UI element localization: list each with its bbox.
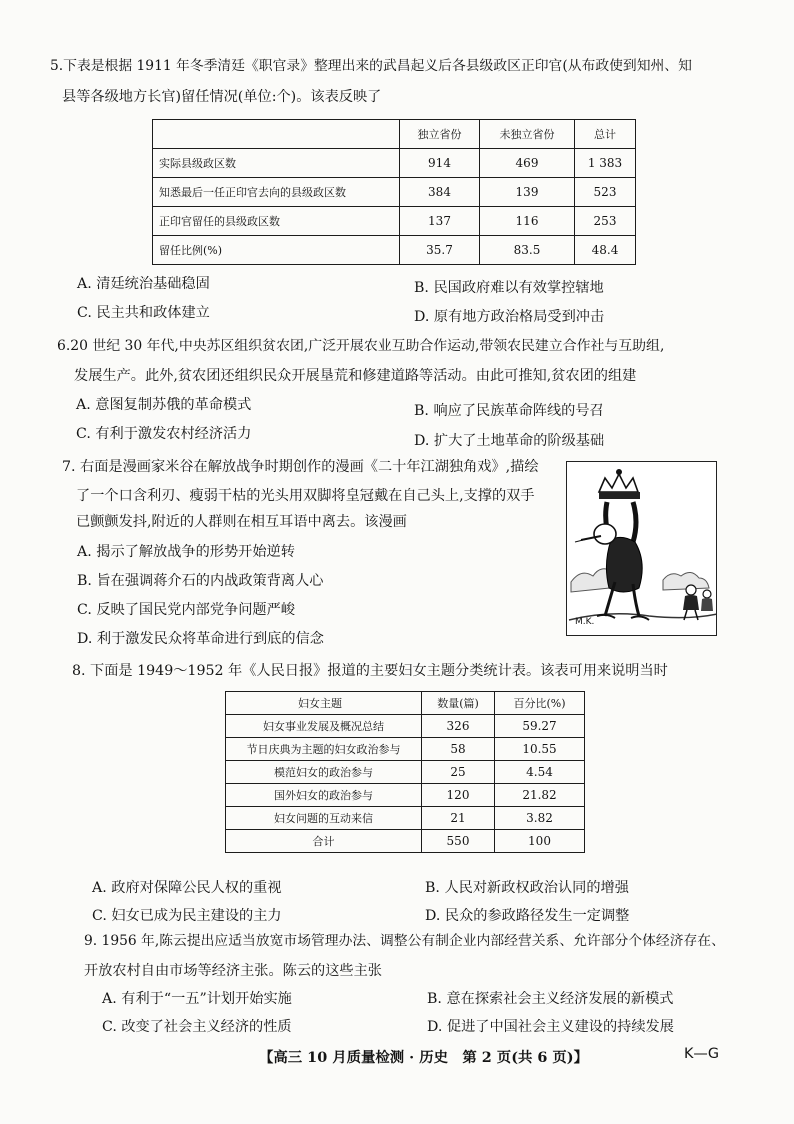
q9-option-d[interactable]: D. 促进了中国社会主义建设的持续发展	[427, 1019, 674, 1035]
q7-option-b[interactable]: B. 旨在强调蒋介石的内战政策背离人心	[77, 573, 324, 589]
q9-option-a[interactable]: A. 有利于“一五”计划开始实施	[102, 991, 292, 1007]
table-header-cell: 百分比(%)	[495, 692, 585, 715]
page-footer: 【高三 10 月质量检测 · 历史 第 2 页(共 6 页)】	[259, 1049, 589, 1066]
table-cell: 100	[495, 830, 585, 853]
table-cell: 326	[422, 715, 495, 738]
table-cell: 550	[422, 830, 495, 853]
q7-stem-line3: 已颤颤发抖,附近的人群则在相互耳语中离去。该漫画	[76, 514, 407, 530]
table-cell: 妇女问题的互动来信	[226, 807, 422, 830]
table-row	[226, 830, 585, 853]
table-cell: 59.27	[495, 715, 585, 738]
q7-cartoon	[566, 461, 717, 636]
table-cell: 留任比例(%)	[153, 236, 400, 265]
table-cell: 妇女事业发展及概况总结	[226, 715, 422, 738]
table-cell: 48.4	[575, 236, 636, 265]
table-cell: 253	[575, 207, 636, 236]
q5-option-a[interactable]: A. 清廷统治基础稳固	[77, 276, 210, 292]
q5-stem-line1: 5.下表是根据 1911 年冬季清廷《职官录》整理出来的武昌起义后各县级政区正印官(从布政使到知州、知	[50, 58, 692, 74]
q6-option-d[interactable]: D. 扩大了土地革命的阶级基础	[414, 433, 605, 449]
table-cell: 523	[575, 178, 636, 207]
q5-stem-line2: 县等各级地方长官)留任情况(单位:个)。该表反映了	[62, 89, 382, 105]
q5-option-c[interactable]: C. 民主共和政体建立	[77, 305, 210, 321]
q7-option-a[interactable]: A. 揭示了解放战争的形势开始逆转	[77, 544, 295, 560]
table-cell: 知悉最后一任正印官去向的县级政区数	[153, 178, 400, 207]
table-cell: 120	[422, 784, 495, 807]
q6-option-a[interactable]: A. 意图复制苏俄的革命模式	[76, 397, 252, 413]
table-cell: 35.7	[400, 236, 480, 265]
table-cell: 469	[480, 149, 575, 178]
q7-stem-line1: 7. 右面是漫画家米谷在解放战争时期创作的漫画《二十年江湖独角戏》,描绘	[62, 459, 539, 475]
q9-option-c[interactable]: C. 改变了社会主义经济的性质	[102, 1019, 292, 1035]
q5-option-b[interactable]: B. 民国政府难以有效掌控辖地	[414, 280, 604, 296]
table-row	[226, 738, 585, 761]
q6-stem-line2: 发展生产。此外,贫农团还组织民众开展垦荒和修建道路等活动。由此可推知,贫农团的组建	[74, 368, 637, 384]
q8-option-d[interactable]: D. 民众的参政路径发生一定调整	[425, 908, 630, 924]
table-cell: 合计	[226, 830, 422, 853]
table-row	[153, 207, 636, 236]
table-cell: 139	[480, 178, 575, 207]
table-cell: 正印官留任的县级政区数	[153, 207, 400, 236]
table-cell: 实际县级政区数	[153, 149, 400, 178]
crown-icon	[599, 469, 640, 499]
q9-option-b[interactable]: B. 意在探索社会主义经济发展的新模式	[427, 991, 674, 1007]
table-cell: 116	[480, 207, 575, 236]
q5-option-d[interactable]: D. 原有地方政治格局受到冲击	[414, 309, 605, 325]
q6-option-b[interactable]: B. 响应了民族革命阵线的号召	[414, 403, 604, 419]
table-cell: 3.82	[495, 807, 585, 830]
q8-table	[225, 691, 585, 853]
table-row	[226, 761, 585, 784]
table-header-cell: 未独立省份	[480, 120, 575, 149]
q9-stem-line2: 开放农村自由市场等经济主张。陈云的这些主张	[84, 963, 382, 979]
table-header-cell: 妇女主题	[226, 692, 422, 715]
paper-code: K—G	[684, 1046, 719, 1062]
table-row	[153, 178, 636, 207]
table-cell: 21.82	[495, 784, 585, 807]
table-cell: 137	[400, 207, 480, 236]
table-header-cell: 数量(篇)	[422, 692, 495, 715]
q6-option-c[interactable]: C. 有利于激发农村经济活力	[76, 426, 252, 442]
q8-option-c[interactable]: C. 妇女已成为民主建设的主力	[92, 908, 282, 924]
table-row	[226, 784, 585, 807]
table-cell: 1 383	[575, 149, 636, 178]
table-header-cell	[153, 120, 400, 149]
q8-stem-line1: 8. 下面是 1949～1952 年《人民日报》报道的主要妇女主题分类统计表。该表可用来说明当时	[72, 663, 668, 679]
cartoon-drawing	[567, 462, 717, 636]
q7-stem-line2: 了一个口含利刃、瘦弱干枯的光头用双脚将皇冠戴在自己头上,支撑的双手	[76, 488, 535, 504]
q8-option-b[interactable]: B. 人民对新政权政治认同的增强	[425, 880, 629, 896]
table-cell: 国外妇女的政治参与	[226, 784, 422, 807]
table-cell: 58	[422, 738, 495, 761]
table-cell: 21	[422, 807, 495, 830]
table-row	[153, 149, 636, 178]
table-row	[153, 236, 636, 265]
q7-option-d[interactable]: D. 利于激发民众将革命进行到底的信念	[77, 631, 324, 647]
q9-stem-line1: 9. 1956 年,陈云提出应适当放宽市场管理办法、调整公有制企业内部经营关系、允许部分个体经济存在、	[84, 933, 725, 949]
table-cell: 83.5	[480, 236, 575, 265]
table-cell: 10.55	[495, 738, 585, 761]
table-header-cell: 总计	[575, 120, 636, 149]
q5-table	[152, 119, 636, 265]
table-cell: 节日庆典为主题的妇女政治参与	[226, 738, 422, 761]
table-cell: 25	[422, 761, 495, 784]
table-row	[226, 715, 585, 738]
cartoon-signature: M.K.	[575, 617, 595, 627]
table-cell: 模范妇女的政治参与	[226, 761, 422, 784]
q7-option-c[interactable]: C. 反映了国民党内部党争问题严峻	[77, 602, 295, 618]
table-cell: 4.54	[495, 761, 585, 784]
table-header-row	[226, 692, 585, 715]
table-cell: 914	[400, 149, 480, 178]
q6-stem-line1: 6.20 世纪 30 年代,中央苏区组织贫农团,广泛开展农业互助合作运动,带领农民建立合作社与互助组,	[57, 338, 665, 354]
q8-option-a[interactable]: A. 政府对保障公民人权的重视	[92, 880, 282, 896]
table-cell: 384	[400, 178, 480, 207]
table-header-row	[153, 120, 636, 149]
table-row	[226, 807, 585, 830]
table-header-cell: 独立省份	[400, 120, 480, 149]
